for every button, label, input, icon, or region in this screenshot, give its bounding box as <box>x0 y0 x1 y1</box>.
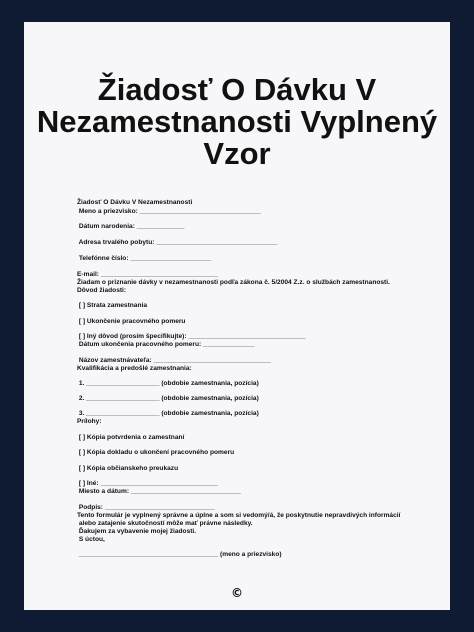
declaration-line-2: alebo zatajenie skutočností môže mať právne následky. <box>77 520 253 527</box>
closing-line: S úctou, <box>77 536 105 543</box>
field-email: E-mail: ________________________________ <box>77 271 219 278</box>
field-signature: Podpis: ______________________________ <box>77 504 215 511</box>
attachments-heading: Prílohy: <box>77 418 102 425</box>
attachment-termination-proof: [ ] Kópia dokladu o ukončení pracovného pomeru <box>77 449 235 456</box>
signature-name-line: ______________________________________ (meno a priezvisko) <box>77 551 282 558</box>
reason-heading: Dôvod žiadosti: <box>77 287 127 294</box>
document-title <box>24 74 450 170</box>
document-page <box>24 22 450 610</box>
employment-1: 1. ____________________ (obdobie zamestnania, pozícia) <box>77 380 259 387</box>
field-end-date: Dátum ukončenia pracovného pomeru: ______________ <box>77 341 255 348</box>
field-place-date: Miesto a dátum: ______________________________ <box>77 488 241 495</box>
field-phone: Telefónne číslo: ______________________ <box>77 255 212 262</box>
employment-2: 2. ____________________ (obdobie zamestnania, pozícia) <box>77 395 259 402</box>
thanks-line: Ďakujem za vybavenie mojej žiadosti. <box>77 528 197 535</box>
field-employer: Názov zamestnávateľa: ________________________________ <box>77 357 271 364</box>
title-line-1: Žiadosť O Dávku V <box>97 72 377 107</box>
attachment-other: [ ] Iné: ________________________________ <box>77 480 218 487</box>
request-statement: Žiadam o priznanie dávky v nezamestnanosti podľa zákona č. 5/2004 Z.z. o službách zamestnanosti. <box>77 279 390 286</box>
reason-termination: [ ] Ukončenie pracovného pomeru <box>77 318 186 325</box>
declaration-line-1: Tento formulár je vyplnený správne a úplne a som si vedomý/á, že poskytnutie nepravdivých informácií <box>77 512 401 519</box>
attachment-employment-proof: [ ] Kópia potvrdenia o zamestnaní <box>77 434 185 441</box>
qualification-heading: Kvalifikácia a predošlé zamestnania: <box>77 365 192 372</box>
field-address: Adresa trvalého pobytu: _________________________________ <box>77 239 278 246</box>
attachment-id-card: [ ] Kópia občianskeho preukazu <box>77 465 179 472</box>
reason-job-loss: [ ] Strata zamestnania <box>77 302 147 309</box>
field-birth-date: Dátum narodenia: _____________ <box>77 223 185 230</box>
title-line-2: Nezamestnanosti Vyplnený <box>36 104 438 139</box>
employment-3: 3. ____________________ (obdobie zamestnania, pozícia) <box>77 410 259 417</box>
form-heading: Žiadosť O Dávku V Nezamestnanosti <box>77 199 193 206</box>
copyright-icon: © <box>231 586 243 600</box>
field-name: Meno a priezvisko: _________________________________ <box>77 208 261 215</box>
title-line-3: Vzor <box>203 136 271 171</box>
reason-other: [ ] Iný dôvod (prosím špecifikujte): ________________________________ <box>77 333 306 340</box>
